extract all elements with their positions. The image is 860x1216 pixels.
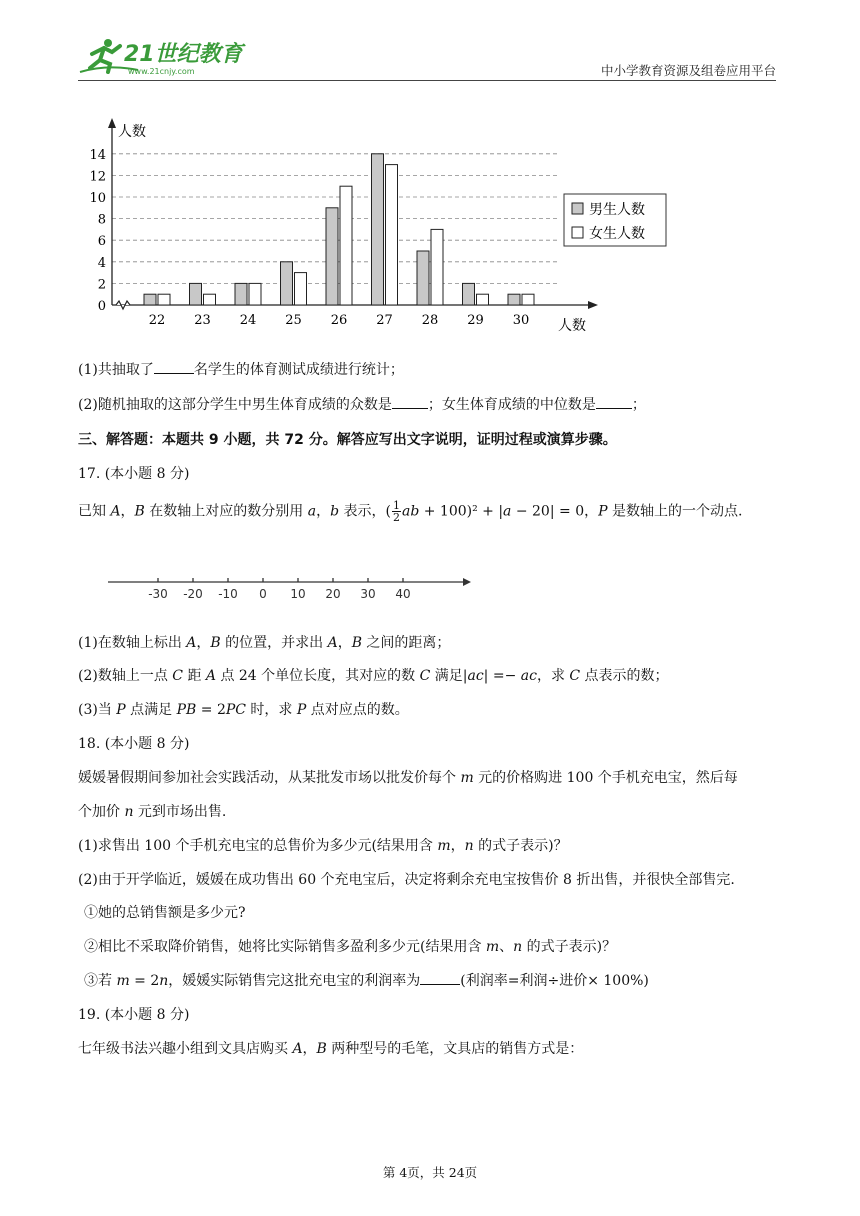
- q18-stem-line2: 个加价 𝑛 元到市场出售.: [78, 804, 227, 820]
- x-tick-label: 30: [512, 313, 530, 328]
- number-line-arrow: [463, 578, 471, 586]
- answer-blank[interactable]: [392, 394, 428, 409]
- y-tick-label: 4: [97, 255, 106, 271]
- bar-boys: [417, 251, 429, 305]
- x-tick-label: 24: [239, 313, 257, 328]
- bar-girls: [386, 165, 398, 305]
- logo-url: www.21cnjy.com: [128, 67, 195, 76]
- number-line-tick-label: 40: [395, 587, 411, 601]
- answer-blank[interactable]: [154, 359, 194, 374]
- legend-swatch: [572, 227, 583, 238]
- q16-part1-text-end: 名学生的体育测试成绩进行统计；: [193, 362, 404, 378]
- bar-boys: [144, 294, 156, 305]
- q16-part2-text-mid: ；女生体育成绩的中位数是: [427, 397, 596, 413]
- header-divider: [78, 80, 776, 81]
- number-line: [108, 572, 478, 606]
- q17-part3: (3)当 𝑃 点满足 𝑃𝐵 = 2𝑃𝐶 时，求 𝑃 点对应点的数。: [78, 702, 409, 718]
- x-axis-label: 人数: [558, 318, 586, 334]
- number-line-tick-label: 20: [325, 587, 341, 601]
- bar-boys: [372, 154, 384, 305]
- x-tick-label: 26: [330, 313, 348, 328]
- q17-stem-text-end: 𝑎𝑏 + 100)² + |𝑎 − 20| = 0，𝑃 是数轴上的一个动点.: [401, 503, 743, 520]
- q16-part2-text: (2)随机抽取的这部分学生中男生体育成绩的众数是: [78, 397, 392, 413]
- q16-part1: [78, 359, 404, 379]
- site-logo: [78, 34, 248, 78]
- y-tick-label: 2: [97, 277, 106, 293]
- q18-sub3-text-end: (利润率=利润÷进价× 100%): [460, 973, 649, 989]
- y-axis-label: 人数: [118, 124, 146, 140]
- fraction-denominator: 2: [392, 511, 400, 524]
- x-tick-label: 27: [376, 313, 393, 328]
- bar-girls: [295, 273, 307, 305]
- q18-part2: (2)由于开学临近，媛媛在成功售出 60 个充电宝后，决定将剩余充电宝按售价 8 折出售，并很快全部售完.: [78, 872, 735, 888]
- q16-part2: [78, 394, 646, 414]
- q17-heading: 17. (本小题 8 分): [78, 466, 190, 482]
- bar-boys: [190, 283, 202, 305]
- q18-sub1: ①她的总销售额是多少元?: [84, 905, 246, 921]
- section-heading: 三、解答题：本题共 9 小题，共 72 分。解答应写出文字说明，证明过程或演算步骤。: [78, 432, 617, 448]
- q16-part2-text-end: ；: [631, 397, 646, 413]
- logo-text: 21世纪教育: [124, 42, 243, 67]
- legend-label: 女生人数: [589, 226, 645, 242]
- q17-stem-text: 已知 𝐴，𝐵 在数轴上对应的数分别用 𝑎，𝑏 表示，(: [78, 503, 391, 520]
- bar-girls: [158, 294, 170, 305]
- x-tick-label: 22: [148, 313, 166, 328]
- fraction-numerator: 1: [392, 499, 400, 512]
- y-tick-label: 14: [89, 147, 106, 163]
- x-tick-label: 29: [467, 313, 484, 328]
- bar-boys: [508, 294, 520, 305]
- number-line-tick-label: 0: [259, 587, 267, 601]
- number-line-tick-label: -30: [148, 587, 168, 601]
- q18-part1: (1)求售出 100 个手机充电宝的总售价为多少元(结果用含 𝑚，𝑛 的式子表示)？: [78, 838, 568, 854]
- bar-girls: [340, 186, 352, 305]
- axis-break-mark: [116, 301, 130, 309]
- bar-girls: [477, 294, 489, 305]
- answer-blank[interactable]: [420, 970, 460, 985]
- legend-swatch: [572, 203, 583, 214]
- x-tick-label: 25: [285, 313, 302, 328]
- fraction: [392, 500, 401, 523]
- y-tick-label: 8: [97, 212, 106, 228]
- y-axis-arrow: [108, 118, 116, 128]
- q17-part1: (1)在数轴上标出 𝐴，𝐵 的位置，并求出 𝐴，𝐵 之间的距离；: [78, 635, 451, 651]
- bar-boys: [281, 262, 293, 305]
- bar-boys: [235, 283, 247, 305]
- number-line-tick-label: 30: [360, 587, 376, 601]
- q18-sub3: [84, 970, 649, 990]
- bar-girls: [522, 294, 534, 305]
- bar-chart: [80, 114, 680, 336]
- q18-heading: 18. (本小题 8 分): [78, 736, 190, 752]
- q18-sub3-text: ③若 𝑚 = 2𝑛，媛媛实际销售完这批充电宝的利润率为: [84, 973, 421, 989]
- legend-label: 男生人数: [589, 202, 645, 218]
- bar-girls: [204, 294, 216, 305]
- bar-boys: [326, 208, 338, 305]
- q19-heading: 19. (本小题 8 分): [78, 1007, 190, 1023]
- q17-stem: [78, 500, 742, 523]
- q17-part2: (2)数轴上一点 𝐶 距 𝐴 点 24 个单位长度，其对应的数 𝐶 满足|𝑎𝑐| =− 𝑎𝑐，求 𝐶 点表示的数；: [78, 668, 669, 684]
- number-line-tick-label: 10: [290, 587, 306, 601]
- q16-part1-text: (1)共抽取了: [78, 362, 154, 378]
- q18-stem-line1: 媛媛暑假期间参加社会实践活动，从某批发市场以批发价每个 𝑚 元的价格购进 100 个手机充电宝，然后每: [78, 770, 738, 786]
- number-line-tick-label: -20: [183, 587, 203, 601]
- y-tick-label: 0: [97, 299, 106, 314]
- y-tick-label: 6: [97, 234, 106, 250]
- x-tick-label: 23: [194, 313, 211, 328]
- header-platform-name: 中小学教育资源及组卷应用平台: [600, 63, 776, 78]
- number-line-tick-label: -10: [218, 587, 238, 601]
- q19-stem: 七年级书法兴趣小组到文具店购买 𝐴，𝐵 两种型号的毛笔，文具店的销售方式是：: [78, 1041, 584, 1057]
- y-tick-label: 12: [89, 169, 106, 185]
- answer-blank[interactable]: [596, 394, 632, 409]
- bar-girls: [249, 283, 261, 305]
- x-tick-label: 28: [421, 313, 439, 328]
- bar-girls: [431, 229, 443, 305]
- page-footer: 第 4页，共 24页: [382, 1165, 478, 1180]
- x-axis-arrow: [588, 301, 598, 309]
- q18-sub2: ②相比不采取降价销售，她将比实际销售多盈利多少元(结果用含 𝑚、𝑛 的式子表示)？: [84, 939, 617, 955]
- bar-boys: [463, 283, 475, 305]
- y-tick-label: 10: [89, 191, 106, 206]
